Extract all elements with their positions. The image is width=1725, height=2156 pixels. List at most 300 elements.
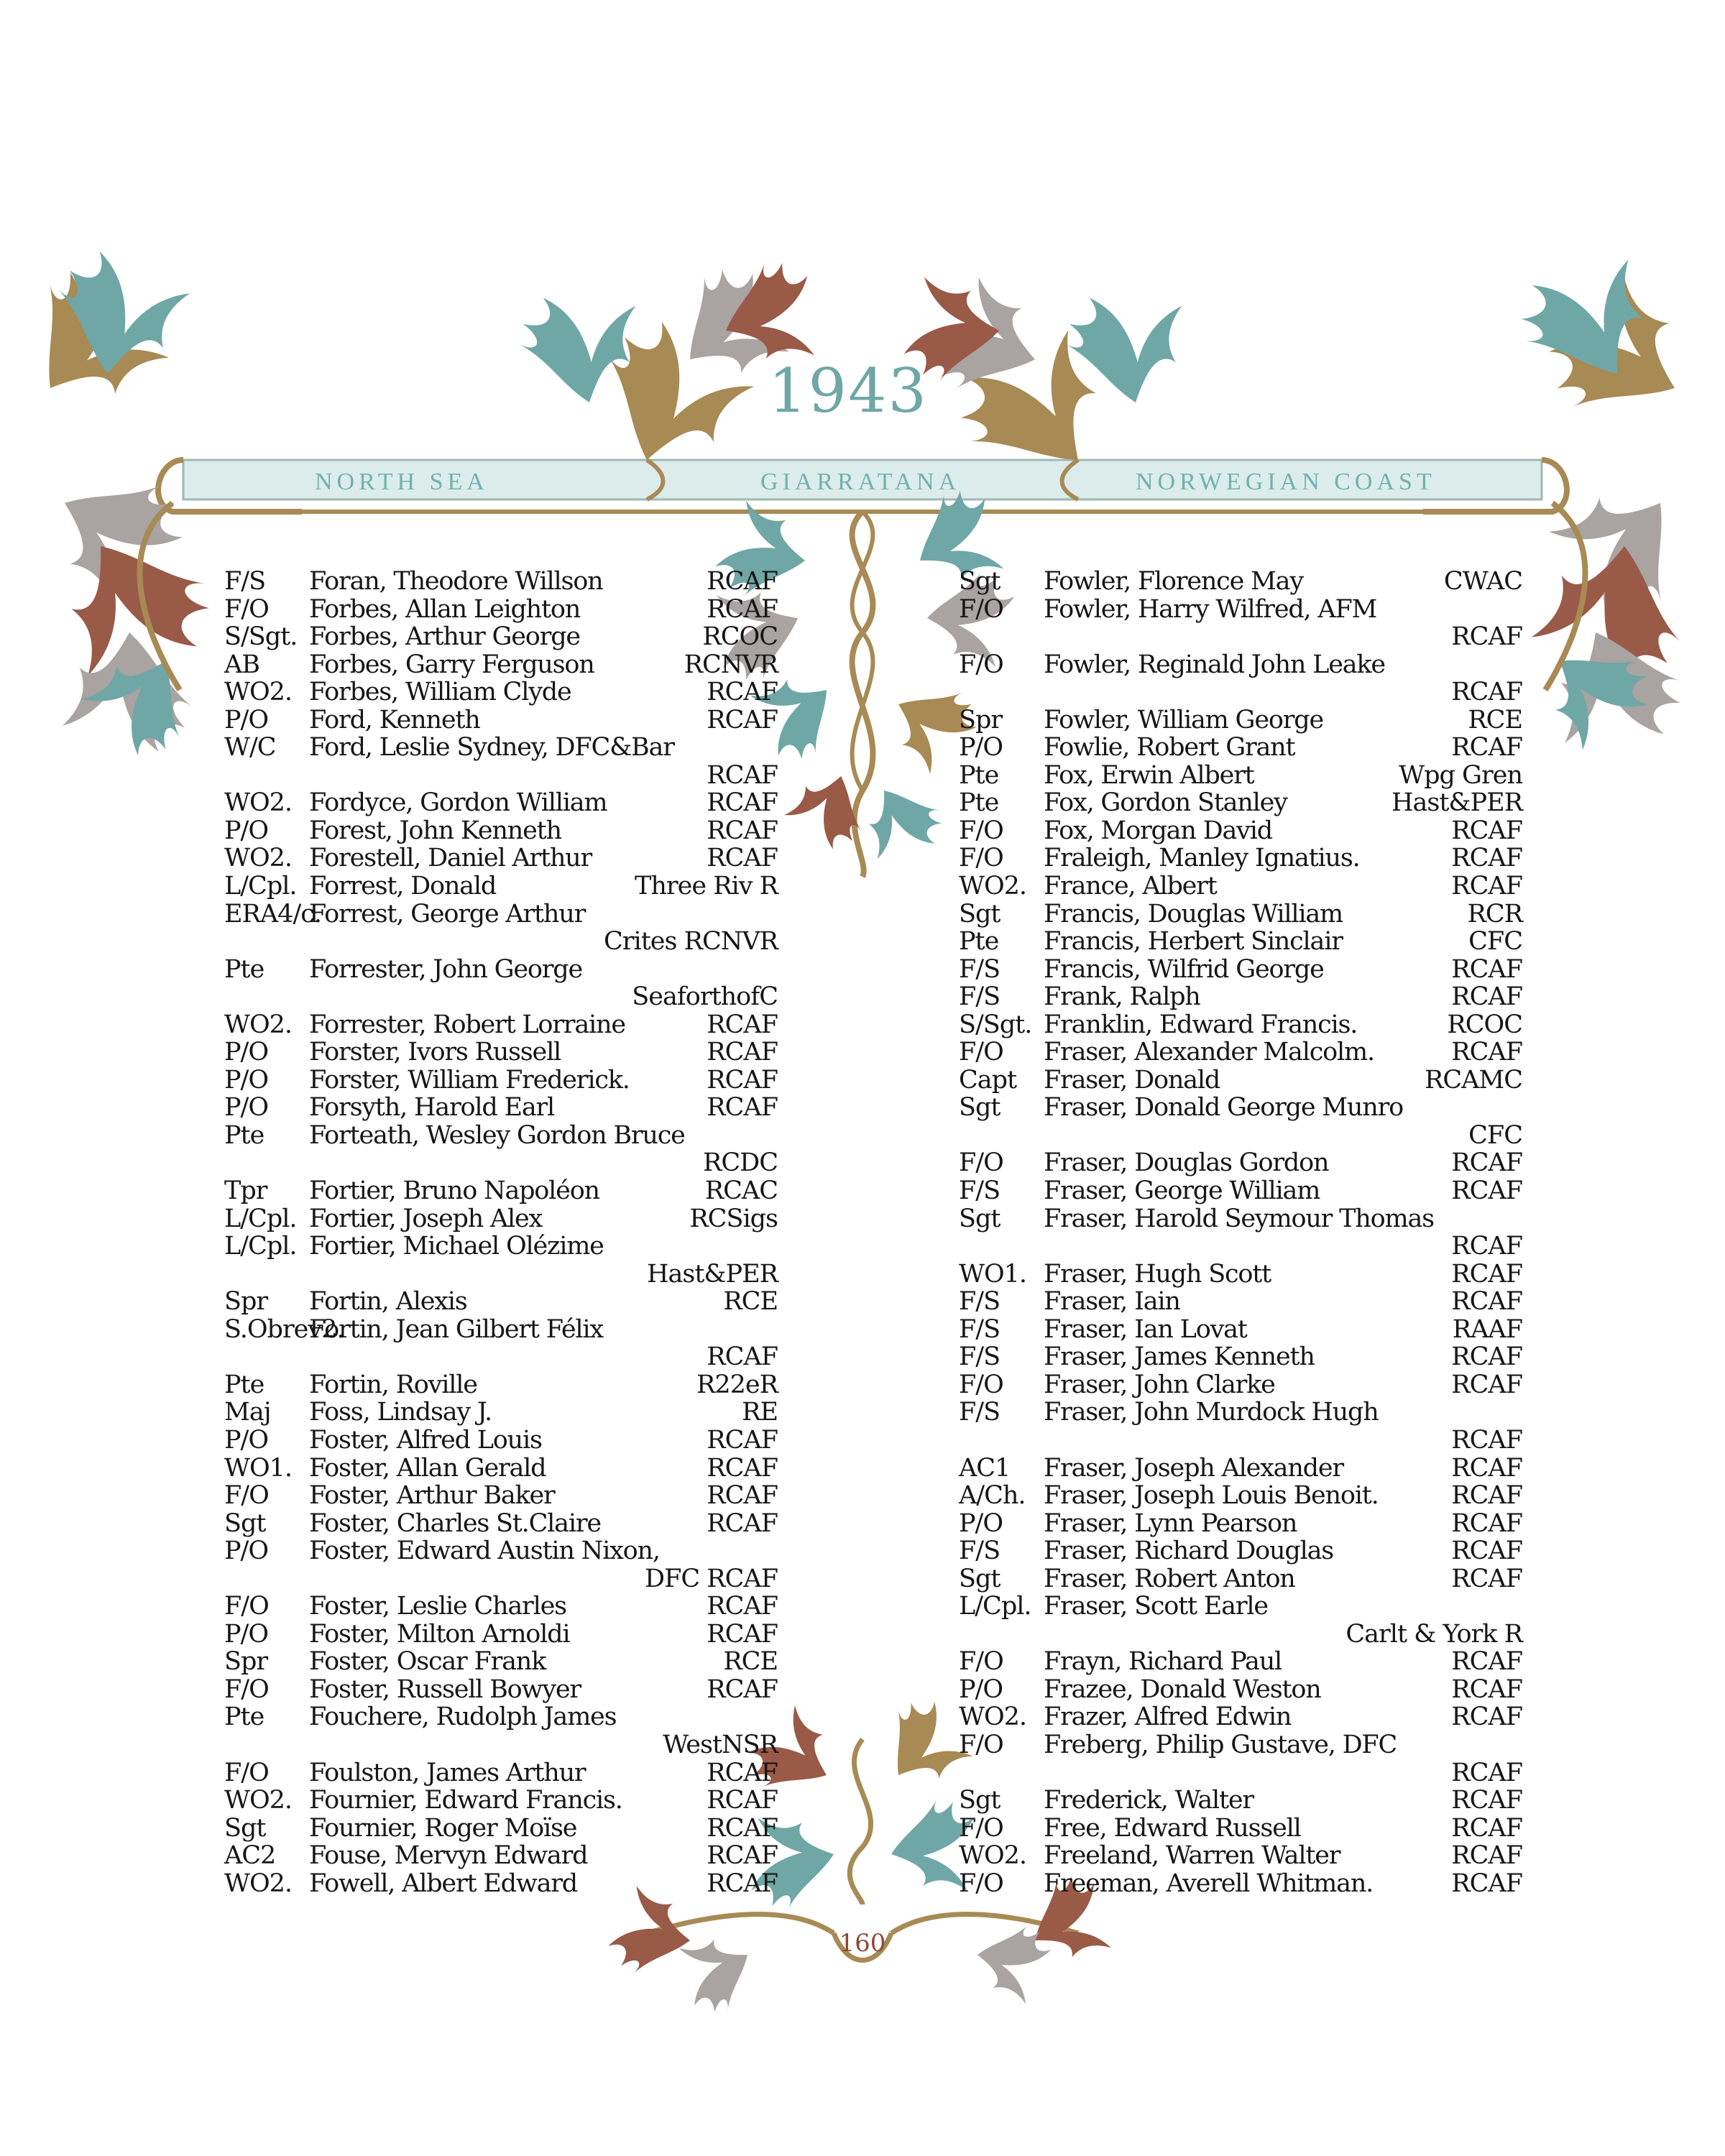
name-entry bbox=[959, 734, 1522, 762]
service-unit: CFC bbox=[1468, 1120, 1522, 1150]
name-entry bbox=[959, 1648, 1522, 1676]
person-name: Francis, Herbert Sinclair bbox=[1044, 927, 1343, 957]
right-name-column bbox=[959, 568, 1522, 1897]
name-entry bbox=[224, 1094, 778, 1122]
name-entry bbox=[224, 1011, 778, 1039]
rank: Sgt bbox=[959, 567, 1000, 596]
rank: WO2. bbox=[224, 1786, 293, 1815]
rank: WO2. bbox=[959, 1703, 1027, 1732]
service-unit: WestNSR bbox=[663, 1730, 778, 1759]
name-entry bbox=[959, 1731, 1522, 1759]
name-entry bbox=[224, 1870, 778, 1898]
rank: Sgt bbox=[959, 1786, 1000, 1815]
service-unit: RCAF bbox=[707, 678, 778, 707]
service-unit: RCAF bbox=[1451, 1259, 1522, 1289]
name-entry bbox=[224, 817, 778, 845]
rank: P/O bbox=[224, 1038, 269, 1067]
name-entry bbox=[224, 900, 778, 929]
name-entry bbox=[224, 956, 778, 984]
rank: AB bbox=[224, 650, 259, 679]
rank: F/S bbox=[959, 1398, 1000, 1427]
name-entry bbox=[959, 651, 1522, 679]
person-name: Foster, Oscar Frank bbox=[309, 1647, 546, 1677]
person-name: Fowell, Albert Edward bbox=[309, 1869, 577, 1898]
service-unit: RCAF bbox=[1451, 1841, 1522, 1871]
rank: Capt bbox=[959, 1065, 1017, 1095]
rank: F/O bbox=[959, 1038, 1003, 1067]
rank: P/O bbox=[224, 1093, 269, 1123]
rank: F/S bbox=[959, 1314, 1000, 1344]
name-entry bbox=[224, 1676, 778, 1704]
continuation-line bbox=[959, 1759, 1522, 1787]
person-name: Fox, Gordon Stanley bbox=[1044, 788, 1287, 818]
rank: ERA4/c. bbox=[224, 899, 321, 929]
person-name: Frazee, Donald Weston bbox=[1044, 1674, 1321, 1704]
person-name: Foster, Alfred Louis bbox=[309, 1425, 542, 1455]
person-name: Francis, Wilfrid George bbox=[1044, 954, 1324, 984]
service-unit: RCAF bbox=[1451, 1342, 1522, 1372]
rank: F/S bbox=[959, 1342, 1000, 1372]
name-entry bbox=[224, 1399, 778, 1427]
service-unit: RCAF bbox=[707, 705, 778, 734]
person-name: Franklin, Edward Francis. bbox=[1044, 1010, 1358, 1039]
name-entry bbox=[959, 706, 1522, 734]
year-heading: 1943 bbox=[768, 356, 928, 426]
service-unit: RCAF bbox=[707, 1674, 778, 1704]
service-unit: RCAF bbox=[1451, 872, 1522, 901]
name-entry bbox=[959, 1371, 1522, 1399]
person-name: Forest, John Kenneth bbox=[309, 816, 561, 845]
service-unit: RCAF bbox=[707, 788, 778, 818]
person-name: Fournier, Edward Francis. bbox=[309, 1786, 622, 1815]
person-name: Forrest, George Arthur bbox=[309, 899, 586, 929]
name-entry bbox=[959, 983, 1522, 1011]
person-name: Foster, Charles St.Claire bbox=[309, 1508, 601, 1538]
service-unit: RCAF bbox=[707, 1065, 778, 1095]
person-name: Fraser, John Murdock Hugh bbox=[1044, 1398, 1379, 1427]
person-name: Forster, William Frederick. bbox=[309, 1065, 630, 1095]
rank: F/O bbox=[959, 1370, 1003, 1399]
person-name: Frayn, Richard Paul bbox=[1044, 1647, 1282, 1677]
person-name: Free, Edward Russell bbox=[1044, 1813, 1301, 1843]
service-unit: Wpg Gren bbox=[1399, 760, 1522, 790]
service-unit: DFC RCAF bbox=[645, 1564, 778, 1593]
rank: P/O bbox=[224, 1537, 269, 1566]
person-name: Fraser, Donald George Munro bbox=[1044, 1093, 1403, 1123]
rank: WO2. bbox=[224, 844, 293, 873]
continuation-line bbox=[224, 983, 778, 1011]
continuation-line bbox=[959, 1621, 1522, 1649]
person-name: Fordyce, Gordon William bbox=[309, 788, 607, 818]
rank: AC1 bbox=[959, 1453, 1011, 1483]
service-unit: RCAF bbox=[1451, 844, 1522, 873]
service-unit: RCAF bbox=[1451, 1758, 1522, 1787]
rank: F/S bbox=[224, 567, 266, 596]
name-entry bbox=[224, 734, 778, 762]
name-entry bbox=[224, 1316, 778, 1344]
person-name: Fowler, William George bbox=[1044, 705, 1323, 734]
rank: S/Sgt. bbox=[224, 622, 298, 652]
service-unit: RCAF bbox=[707, 1453, 778, 1483]
name-entry bbox=[959, 844, 1522, 872]
person-name: Fraser, Harold Seymour Thomas bbox=[1044, 1204, 1434, 1233]
rank: WO2. bbox=[224, 1010, 293, 1039]
rank: P/O bbox=[224, 705, 269, 734]
rank: Spr bbox=[224, 1287, 268, 1317]
rank: L/Cpl. bbox=[224, 872, 297, 901]
rank: P/O bbox=[959, 1508, 1003, 1538]
service-unit: RCAF bbox=[1451, 1869, 1522, 1898]
person-name: Foran, Theodore Willson bbox=[309, 567, 603, 596]
continuation-line bbox=[959, 1427, 1522, 1455]
rank: F/O bbox=[224, 1481, 269, 1511]
person-name: Fraser, Douglas Gordon bbox=[1044, 1148, 1329, 1178]
continuation-line bbox=[959, 678, 1522, 706]
name-entry bbox=[959, 872, 1522, 900]
service-unit: Carlt & York R bbox=[1346, 1619, 1522, 1649]
rank: Sgt bbox=[959, 899, 1000, 929]
rank: L/Cpl. bbox=[959, 1592, 1031, 1621]
service-unit: RCOC bbox=[1447, 1010, 1522, 1039]
service-unit: RCAF bbox=[1451, 1176, 1522, 1206]
rank: Pte bbox=[224, 1703, 264, 1732]
rank: F/O bbox=[959, 1813, 1003, 1843]
service-unit: RCAF bbox=[1451, 1508, 1522, 1538]
service-unit: Hast&PER bbox=[1391, 788, 1522, 818]
name-entry bbox=[959, 1399, 1522, 1427]
service-unit: RCAF bbox=[1451, 1813, 1522, 1843]
person-name: Foster, Edward Austin Nixon, bbox=[309, 1537, 660, 1566]
service-unit: RCR bbox=[1467, 899, 1522, 929]
rank: P/O bbox=[224, 1065, 269, 1095]
service-unit: R22eR bbox=[696, 1370, 778, 1399]
name-entry bbox=[959, 1842, 1522, 1870]
rank: Pte bbox=[959, 927, 999, 957]
service-unit: RCAF bbox=[1451, 1148, 1522, 1178]
rank: F/S bbox=[959, 982, 1000, 1012]
service-unit: CWAC bbox=[1443, 567, 1522, 596]
service-unit: RCAF bbox=[707, 1841, 778, 1871]
person-name: Forbes, Garry Ferguson bbox=[309, 650, 594, 679]
name-entry bbox=[959, 1815, 1522, 1843]
person-name: Fraser, James Kenneth bbox=[1044, 1342, 1315, 1372]
service-unit: RCAF bbox=[707, 1425, 778, 1455]
person-name: Forbes, Arthur George bbox=[309, 622, 580, 652]
name-entry bbox=[224, 1482, 778, 1510]
page-number: 160 bbox=[839, 1929, 886, 1958]
service-unit: RCAF bbox=[707, 1481, 778, 1511]
person-name: Fowler, Florence May bbox=[1044, 567, 1303, 596]
name-entry bbox=[224, 651, 778, 679]
person-name: Fraser, Donald bbox=[1044, 1065, 1220, 1095]
rank: WO2. bbox=[959, 872, 1027, 901]
name-entry bbox=[224, 1288, 778, 1316]
name-entry bbox=[959, 1316, 1522, 1344]
person-name: Fowlie, Robert Grant bbox=[1044, 733, 1295, 763]
service-unit: RCDC bbox=[703, 1148, 778, 1178]
service-unit: RCAF bbox=[707, 567, 778, 596]
rank: Sgt bbox=[224, 1508, 266, 1538]
person-name: Foster, Arthur Baker bbox=[309, 1481, 555, 1511]
service-unit: RCAF bbox=[707, 1038, 778, 1067]
name-entry bbox=[224, 1815, 778, 1843]
continuation-line bbox=[959, 623, 1522, 651]
person-name: Fraser, John Clarke bbox=[1044, 1370, 1275, 1399]
service-unit: RCAF bbox=[707, 760, 778, 790]
name-entry bbox=[959, 1149, 1522, 1177]
service-unit: RCAF bbox=[1451, 1703, 1522, 1732]
rank: F/O bbox=[224, 594, 269, 624]
name-entry bbox=[959, 1870, 1522, 1898]
name-entry bbox=[959, 596, 1522, 624]
person-name: Forsyth, Harold Earl bbox=[309, 1093, 555, 1123]
rank: Maj bbox=[224, 1398, 271, 1427]
rank: WO2. bbox=[224, 1869, 293, 1898]
person-name: Freeland, Warren Walter bbox=[1044, 1841, 1340, 1871]
name-entry bbox=[224, 568, 778, 596]
name-entry bbox=[959, 1261, 1522, 1289]
name-entry bbox=[224, 596, 778, 624]
rank: L/Cpl. bbox=[224, 1232, 297, 1261]
rank: WO2. bbox=[224, 678, 293, 707]
person-name: Fortin, Alexis bbox=[309, 1287, 467, 1317]
rank: Spr bbox=[959, 705, 1003, 734]
name-entry bbox=[959, 1343, 1522, 1371]
service-unit: RCAF bbox=[707, 1093, 778, 1123]
name-entry bbox=[959, 1703, 1522, 1731]
service-unit: Crites RCNVR bbox=[604, 927, 778, 957]
service-unit: RCAF bbox=[1451, 1038, 1522, 1067]
rank: Sgt bbox=[959, 1564, 1000, 1593]
service-unit: RCAF bbox=[707, 844, 778, 873]
banner-label-north-sea: NORTH SEA bbox=[315, 469, 489, 495]
name-entry bbox=[959, 1177, 1522, 1205]
service-unit: RCE bbox=[1468, 705, 1522, 734]
name-entry bbox=[959, 1510, 1522, 1538]
name-entry bbox=[224, 1455, 778, 1483]
person-name: France, Albert bbox=[1044, 872, 1217, 901]
service-unit: RCAF bbox=[1451, 1481, 1522, 1511]
person-name: Fraser, Richard Douglas bbox=[1044, 1537, 1334, 1566]
person-name: Fox, Morgan David bbox=[1044, 816, 1272, 845]
name-entry bbox=[224, 1759, 778, 1787]
person-name: Fraleigh, Manley Ignatius. bbox=[1044, 844, 1360, 873]
left-name-column bbox=[224, 568, 778, 1897]
name-entry bbox=[224, 1537, 778, 1565]
name-entry bbox=[959, 1565, 1522, 1593]
rank: WO2. bbox=[224, 788, 293, 818]
rank: F/O bbox=[224, 1674, 269, 1704]
person-name: Fortier, Joseph Alex bbox=[309, 1204, 543, 1233]
service-unit: RCOC bbox=[702, 622, 778, 652]
service-unit: RCAC bbox=[704, 1176, 778, 1206]
rank: P/O bbox=[959, 1674, 1003, 1704]
service-unit: RCAF bbox=[707, 1342, 778, 1372]
rank: L/Cpl. bbox=[224, 1204, 297, 1233]
rank: F/O bbox=[959, 1647, 1003, 1677]
rank: P/O bbox=[959, 733, 1003, 763]
person-name: Fraser, Robert Anton bbox=[1044, 1564, 1295, 1593]
person-name: Foster, Leslie Charles bbox=[309, 1592, 566, 1621]
continuation-line bbox=[224, 1731, 778, 1759]
rank: WO1. bbox=[224, 1453, 293, 1483]
person-name: Fowler, Reginald John Leake bbox=[1044, 650, 1385, 679]
service-unit: RCSigs bbox=[689, 1204, 778, 1233]
name-entry bbox=[224, 1427, 778, 1455]
service-unit: Three Riv R bbox=[635, 872, 778, 901]
person-name: Freberg, Philip Gustave, DFC bbox=[1044, 1730, 1397, 1759]
name-entry bbox=[959, 789, 1522, 817]
person-name: Foss, Lindsay J. bbox=[309, 1398, 492, 1427]
service-unit: RCE bbox=[723, 1647, 778, 1677]
name-entry bbox=[224, 789, 778, 817]
service-unit: CFC bbox=[1468, 927, 1522, 957]
name-entry bbox=[959, 1676, 1522, 1704]
person-name: Fraser, Joseph Louis Benoit. bbox=[1044, 1481, 1379, 1511]
service-unit: RCAF bbox=[1451, 1537, 1522, 1566]
name-entry bbox=[224, 1703, 778, 1731]
person-name: Frank, Ralph bbox=[1044, 982, 1200, 1012]
service-unit: RCAF bbox=[1451, 1425, 1522, 1455]
person-name: Forrester, John George bbox=[309, 954, 582, 984]
rank: A/Ch. bbox=[959, 1481, 1026, 1511]
person-name: Ford, Leslie Sydney, DFC&Bar bbox=[309, 733, 674, 763]
service-unit: RE bbox=[742, 1398, 778, 1427]
rank: P/O bbox=[224, 816, 269, 845]
rank: Pte bbox=[224, 954, 264, 984]
service-unit: RCAF bbox=[1451, 1287, 1522, 1317]
service-unit: RCAF bbox=[1451, 622, 1522, 652]
rank: WO1. bbox=[959, 1259, 1027, 1289]
person-name: Francis, Douglas William bbox=[1044, 899, 1343, 929]
continuation-line bbox=[224, 928, 778, 956]
continuation-line bbox=[224, 1343, 778, 1371]
rank: Spr bbox=[224, 1647, 268, 1677]
name-entry bbox=[224, 1122, 778, 1150]
continuation-line bbox=[959, 1233, 1522, 1261]
person-name: Fraser, Scott Earle bbox=[1044, 1592, 1268, 1621]
rank: F/O bbox=[959, 594, 1003, 624]
person-name: Fraser, Iain bbox=[1044, 1287, 1180, 1317]
name-entry bbox=[959, 817, 1522, 845]
rank: F/O bbox=[224, 1592, 269, 1621]
person-name: Foster, Allan Gerald bbox=[309, 1453, 546, 1483]
service-unit: RCAF bbox=[1451, 1647, 1522, 1677]
rank: Pte bbox=[224, 1120, 264, 1150]
rank: S/Sgt. bbox=[959, 1010, 1032, 1039]
service-unit: RCAF bbox=[1451, 954, 1522, 984]
person-name: Fraser, George William bbox=[1044, 1176, 1320, 1206]
name-entry bbox=[959, 1455, 1522, 1483]
name-entry bbox=[224, 1371, 778, 1399]
person-name: Fouchere, Rudolph James bbox=[309, 1703, 617, 1732]
service-unit: RCAF bbox=[707, 1786, 778, 1815]
rank: F/O bbox=[959, 650, 1003, 679]
service-unit: RAAF bbox=[1452, 1314, 1522, 1344]
name-entry bbox=[959, 1593, 1522, 1621]
rank: F/O bbox=[224, 1758, 269, 1787]
person-name: Forrest, Donald bbox=[309, 872, 497, 901]
person-name: Fowler, Harry Wilfred, AFM bbox=[1044, 594, 1377, 624]
rank: F/S bbox=[959, 1287, 1000, 1317]
service-unit: RCAF bbox=[1451, 1786, 1522, 1815]
rank: Pte bbox=[959, 760, 999, 790]
rank: P/O bbox=[224, 1425, 269, 1455]
service-unit: RCAF bbox=[707, 1619, 778, 1649]
person-name: Fraser, Ian Lovat bbox=[1044, 1314, 1247, 1344]
rank: F/O bbox=[959, 816, 1003, 845]
service-unit: RCAF bbox=[707, 1592, 778, 1621]
person-name: Foster, Russell Bowyer bbox=[309, 1674, 581, 1704]
name-entry bbox=[224, 844, 778, 872]
rank: Sgt bbox=[224, 1813, 266, 1843]
name-entry bbox=[224, 1205, 778, 1233]
service-unit: SeaforthofC bbox=[632, 982, 778, 1012]
name-entry bbox=[959, 1038, 1522, 1067]
service-unit: RCAF bbox=[1451, 1232, 1522, 1261]
person-name: Forteath, Wesley Gordon Bruce bbox=[309, 1120, 685, 1150]
service-unit: RCNVR bbox=[684, 650, 778, 679]
continuation-line bbox=[224, 1565, 778, 1593]
name-entry bbox=[224, 678, 778, 706]
rank: P/O bbox=[224, 1619, 269, 1649]
person-name: Fournier, Roger Moïse bbox=[309, 1813, 577, 1843]
person-name: Forster, Ivors Russell bbox=[309, 1038, 561, 1067]
name-entry bbox=[959, 956, 1522, 984]
name-entry bbox=[959, 928, 1522, 956]
service-unit: RCAF bbox=[1451, 1453, 1522, 1483]
service-unit: RCAF bbox=[1451, 1370, 1522, 1399]
rank: F/S bbox=[959, 1537, 1000, 1566]
name-entry bbox=[224, 706, 778, 734]
name-entry bbox=[959, 900, 1522, 929]
service-unit: RCAF bbox=[707, 816, 778, 845]
person-name: Fox, Erwin Albert bbox=[1044, 760, 1254, 790]
name-entry bbox=[959, 1787, 1522, 1815]
service-unit: RCAF bbox=[707, 1869, 778, 1898]
name-entry bbox=[224, 1233, 778, 1261]
service-unit: RCAF bbox=[1451, 1674, 1522, 1704]
rank: F/O bbox=[959, 1869, 1003, 1898]
name-entry bbox=[224, 1510, 778, 1538]
rank: Pte bbox=[224, 1370, 264, 1399]
person-name: Ford, Kenneth bbox=[309, 705, 480, 734]
name-entry bbox=[224, 1177, 778, 1205]
rank: WO2. bbox=[959, 1841, 1027, 1871]
banner-label-norwegian-coast: NORWEGIAN COAST bbox=[1136, 469, 1436, 495]
person-name: Fortier, Michael Olézime bbox=[309, 1232, 604, 1261]
person-name: Frazer, Alfred Edwin bbox=[1044, 1703, 1292, 1732]
person-name: Forbes, Allan Leighton bbox=[309, 594, 581, 624]
name-entry bbox=[224, 1038, 778, 1067]
service-unit: RCAF bbox=[707, 1508, 778, 1538]
name-entry bbox=[224, 1842, 778, 1870]
service-unit: RCE bbox=[723, 1287, 778, 1317]
person-name: Freeman, Averell Whitman. bbox=[1044, 1869, 1374, 1898]
person-name: Forrester, Robert Lorraine bbox=[309, 1010, 625, 1039]
service-unit: RCAF bbox=[707, 1813, 778, 1843]
continuation-line bbox=[959, 1122, 1522, 1150]
name-entry bbox=[959, 1011, 1522, 1039]
person-name: Frederick, Walter bbox=[1044, 1786, 1254, 1815]
name-entry bbox=[959, 1482, 1522, 1510]
name-entry bbox=[224, 623, 778, 651]
person-name: Fraser, Hugh Scott bbox=[1044, 1259, 1271, 1289]
service-unit: RCAF bbox=[707, 1758, 778, 1787]
name-entry bbox=[959, 1537, 1522, 1565]
person-name: Fortin, Jean Gilbert Félix bbox=[309, 1314, 603, 1344]
person-name: Fortin, Roville bbox=[309, 1370, 477, 1399]
